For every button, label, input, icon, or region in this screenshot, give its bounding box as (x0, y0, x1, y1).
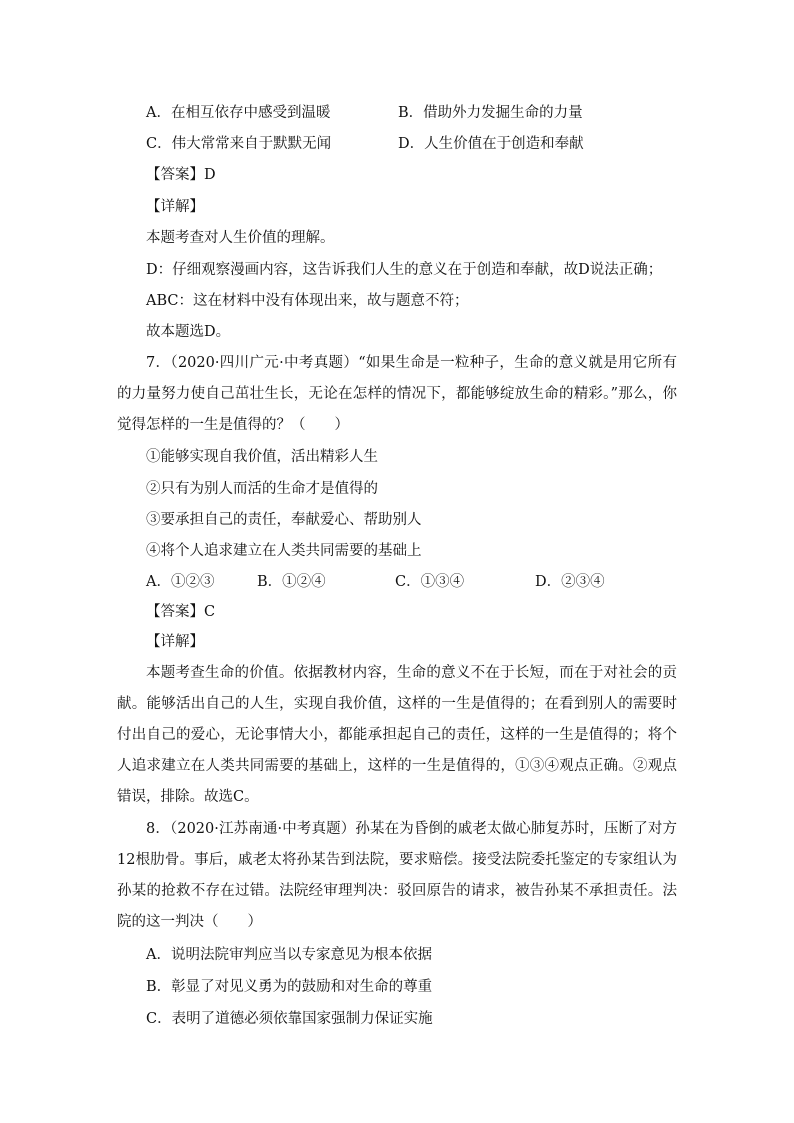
q8-question: 8．（2020·江苏南通·中考真题）孙某在为昏倒的戚老太做心肺复苏时，压断了对方12根肋骨。事后，戚老太将孙某告到法院，要求赔偿。接受法院委托鉴定的专家组认为孙某的抢救不存在过错。法院经审理判决：驳回原告的请求，被告孙某不承担责任。法院的这一判决（ ） (117, 821, 677, 930)
q7-option-b: B．①②④ (257, 574, 326, 590)
q7-detail: 本题考查生命的价值。依据教材内容，生命的意义不在于长短，而在于对社会的贡献。能够活出自己的人生，实现自我价值，这样的一生是值得的；在看到别人的需要时付出自己的爱心，无论事情大小，都能承担起自己的责任，这样的一生是值得的；将个人追求建立在人类共同需要的基础上，这样的一生是值得的，①③④观点正确。②观点错误，排除。故选C。 (117, 665, 677, 805)
q7-option-c: C．①③④ (395, 574, 465, 590)
q7-statement: ②只有为别人而活的生命才是值得的 (146, 481, 378, 497)
q6-answer: 【答案】D (146, 167, 216, 183)
q6-detail-line: D：仔细观察漫画内容，这告诉我们人生的意义在于创造和奉献，故D说法正确； (146, 262, 663, 278)
q7-statement: ①能够实现自我价值，活出精彩人生 (146, 449, 378, 465)
q6-detail-line: ABC：这在材料中没有体现出来，故与题意不符； (146, 293, 469, 309)
q6-option-c: C．伟大常常来自于默默无闻 (146, 136, 332, 152)
q8-option-c: C．表明了道德必须依靠国家强制力保证实施 (146, 1011, 433, 1027)
q7-answer: 【答案】C (146, 604, 216, 620)
q6-option-d: D．人生价值在于创造和奉献 (398, 136, 584, 152)
q7-question: 7．（2020·四川广元·中考真题）“如果生命是一粒种子，生命的意义就是用它所有的力量努力使自己茁壮生长，无论在怎样的情况下，都能够绽放生命的精彩。”那么，你觉得怎样的一生是值得的？（ ） (117, 355, 677, 433)
q7-option-d: D．②③④ (535, 574, 605, 590)
q6-detail-line: 故本题选D。 (146, 324, 231, 340)
q7-statement: ③要承担自己的责任，奉献爱心、帮助别人 (146, 512, 422, 528)
q7-option-a: A．①②③ (146, 574, 215, 590)
q6-option-a: A．在相互依存中感受到温暖 (146, 105, 331, 121)
q8-option-a: A．说明法院审判应当以专家意见为根本依据 (146, 947, 432, 963)
q6-option-b: B．借助外力发掘生命的力量 (398, 105, 583, 121)
q8-option-b: B．彰显了对见义勇为的鼓励和对生命的尊重 (146, 979, 433, 995)
q7-detail-label: 【详解】 (146, 634, 204, 650)
q6-detail-line: 本题考查对人生价值的理解。 (146, 230, 335, 246)
q6-detail-label: 【详解】 (146, 199, 204, 215)
q7-statement: ④将个人追求建立在人类共同需要的基础上 (146, 543, 422, 559)
